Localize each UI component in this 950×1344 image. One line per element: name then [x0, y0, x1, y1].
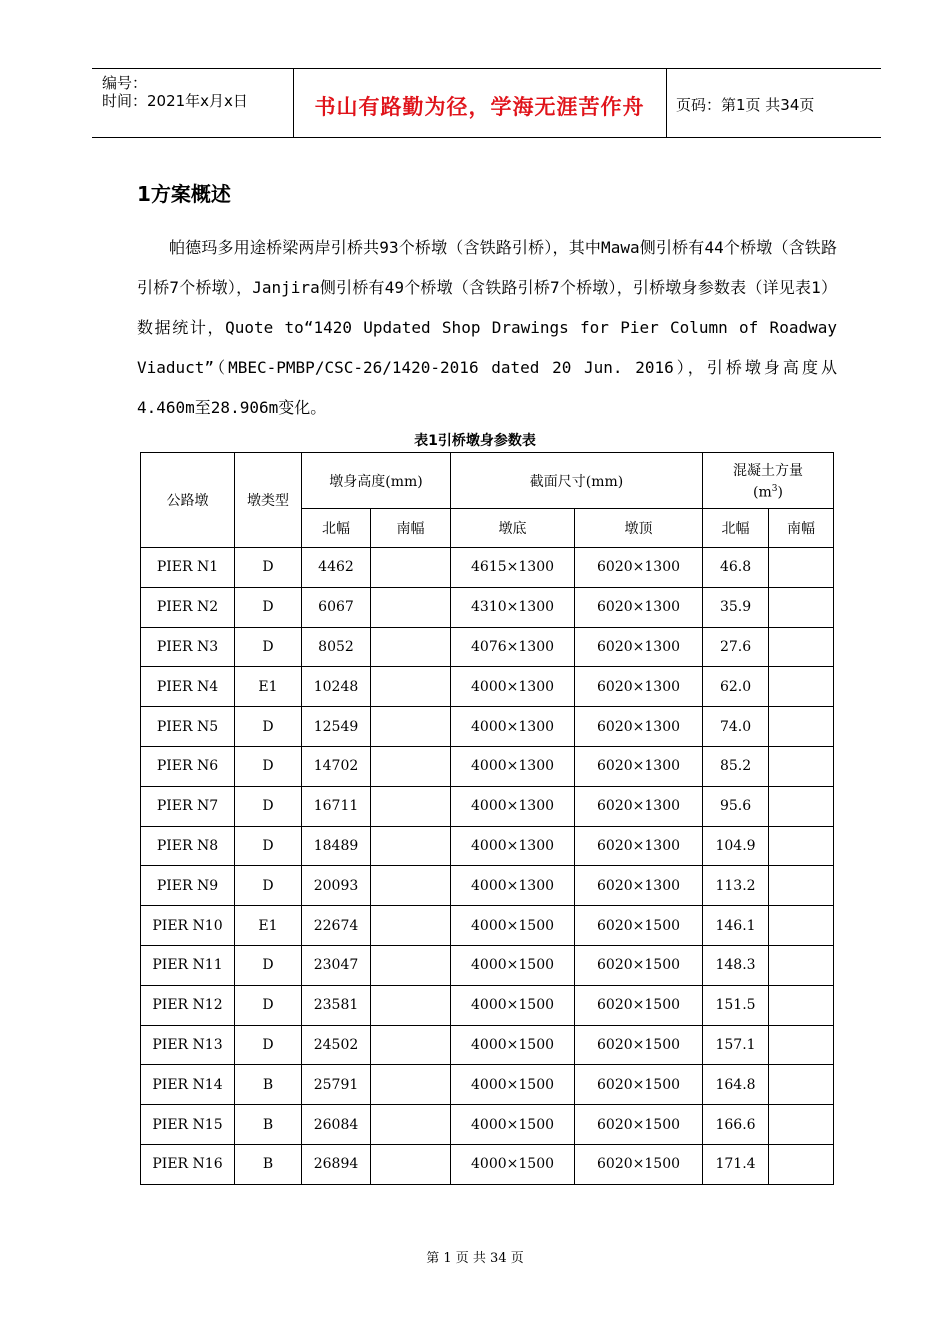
cell-height-north: 14702	[302, 746, 371, 786]
cell-height-north: 24502	[302, 1025, 371, 1065]
cell-height-south	[371, 985, 451, 1025]
cell-height-north: 16711	[302, 786, 371, 826]
cell-top: 6020×1300	[575, 667, 703, 707]
cell-bottom: 4000×1500	[451, 985, 575, 1025]
cell-pier: PIER N3	[141, 627, 235, 667]
cell-height-south	[371, 1105, 451, 1145]
cell-pier: PIER N8	[141, 826, 235, 866]
table-row	[141, 1025, 834, 1065]
cell-volume-north: 85.2	[703, 746, 769, 786]
cell-volume-north: 171.4	[703, 1144, 769, 1184]
table-row	[141, 587, 834, 627]
header-page-cell	[666, 69, 881, 137]
cell-pier: PIER N6	[141, 746, 235, 786]
table-row	[141, 1144, 834, 1184]
table-row	[141, 667, 834, 707]
cell-bottom: 4000×1300	[451, 746, 575, 786]
table-row	[141, 906, 834, 946]
cell-pier: PIER N1	[141, 548, 235, 588]
cell-bottom: 4615×1300	[451, 548, 575, 588]
cell-height-south	[371, 627, 451, 667]
cell-bottom: 4000×1500	[451, 945, 575, 985]
cell-height-north: 18489	[302, 826, 371, 866]
cell-volume-south	[769, 945, 834, 985]
cell-bottom: 4000×1500	[451, 1105, 575, 1145]
cell-type: B	[235, 1065, 302, 1105]
cell-pier: PIER N16	[141, 1144, 235, 1184]
cell-height-north: 22674	[302, 906, 371, 946]
table-row	[141, 985, 834, 1025]
cell-pier: PIER N5	[141, 707, 235, 747]
cell-volume-north: 104.9	[703, 826, 769, 866]
document-time-label: 时间：2021年x月x日	[102, 92, 248, 110]
cell-height-south	[371, 945, 451, 985]
page-footer: 第 1 页 共 34 页	[426, 1251, 524, 1266]
cell-height-south	[371, 786, 451, 826]
section-heading: 1方案概述	[137, 182, 231, 206]
cell-type: D	[235, 866, 302, 906]
document-header	[92, 68, 881, 138]
cell-bottom: 4000×1300	[451, 707, 575, 747]
cell-volume-south	[769, 1105, 834, 1145]
cell-bottom: 4000×1500	[451, 906, 575, 946]
cell-volume-north: 35.9	[703, 587, 769, 627]
cell-top: 6020×1300	[575, 866, 703, 906]
cell-pier: PIER N15	[141, 1105, 235, 1145]
cell-pier: PIER N13	[141, 1025, 235, 1065]
cell-volume-north: 27.6	[703, 627, 769, 667]
cell-height-north: 26084	[302, 1105, 371, 1145]
cell-volume-south	[769, 985, 834, 1025]
cell-height-north: 6067	[302, 587, 371, 627]
header-height-south: 南幅	[371, 509, 451, 548]
cell-pier: PIER N7	[141, 786, 235, 826]
cell-top: 6020×1500	[575, 1105, 703, 1145]
header-pier-type: 墩类型	[235, 453, 302, 548]
cell-type: B	[235, 1144, 302, 1184]
cell-bottom: 4000×1300	[451, 866, 575, 906]
cell-height-south	[371, 906, 451, 946]
cell-height-north: 8052	[302, 627, 371, 667]
cell-volume-south	[769, 746, 834, 786]
cell-type: D	[235, 746, 302, 786]
table-row	[141, 746, 834, 786]
cell-top: 6020×1500	[575, 985, 703, 1025]
cell-height-north: 26894	[302, 1144, 371, 1184]
header-section-top: 墩顶	[575, 509, 703, 548]
cell-volume-south	[769, 707, 834, 747]
cell-volume-south	[769, 906, 834, 946]
cell-volume-north: 151.5	[703, 985, 769, 1025]
cell-bottom: 4000×1300	[451, 786, 575, 826]
unit-end: )	[777, 484, 783, 501]
table-row	[141, 1105, 834, 1145]
cell-height-south	[371, 587, 451, 627]
cell-volume-north: 146.1	[703, 906, 769, 946]
header-pier-height: 墩身高度(mm)	[302, 453, 451, 509]
cell-type: B	[235, 1105, 302, 1145]
cell-type: E1	[235, 667, 302, 707]
cell-volume-north: 166.6	[703, 1105, 769, 1145]
cell-type: D	[235, 945, 302, 985]
cell-pier: PIER N10	[141, 906, 235, 946]
cell-pier: PIER N12	[141, 985, 235, 1025]
cell-height-north: 10248	[302, 667, 371, 707]
cell-height-north: 4462	[302, 548, 371, 588]
cell-pier: PIER N4	[141, 667, 235, 707]
header-road-pier: 公路墩	[141, 453, 235, 548]
header-height-north: 北幅	[302, 509, 371, 548]
cell-height-south	[371, 548, 451, 588]
cell-volume-north: 95.6	[703, 786, 769, 826]
cell-top: 6020×1300	[575, 826, 703, 866]
cell-bottom: 4000×1300	[451, 826, 575, 866]
cell-pier: PIER N2	[141, 587, 235, 627]
cell-top: 6020×1500	[575, 1025, 703, 1065]
cell-volume-south	[769, 548, 834, 588]
cell-volume-north: 148.3	[703, 945, 769, 985]
table-row	[141, 627, 834, 667]
table-row	[141, 548, 834, 588]
cell-pier: PIER N14	[141, 1065, 235, 1105]
cell-top: 6020×1500	[575, 1065, 703, 1105]
cell-volume-south	[769, 786, 834, 826]
table-row	[141, 945, 834, 985]
table-row	[141, 1065, 834, 1105]
cell-type: D	[235, 786, 302, 826]
cell-height-north: 25791	[302, 1065, 371, 1105]
cell-height-south	[371, 826, 451, 866]
cell-height-south	[371, 1144, 451, 1184]
cell-height-south	[371, 746, 451, 786]
cell-type: D	[235, 548, 302, 588]
cell-bottom: 4310×1300	[451, 587, 575, 627]
cell-pier: PIER N9	[141, 866, 235, 906]
cell-volume-north: 46.8	[703, 548, 769, 588]
header-motto: 书山有路勤为径，学海无涯苦作舟	[314, 95, 645, 119]
cell-volume-south	[769, 587, 834, 627]
cell-height-north: 23047	[302, 945, 371, 985]
cell-volume-south	[769, 826, 834, 866]
table-row	[141, 826, 834, 866]
header-concrete-label: 混凝土方量	[733, 463, 804, 480]
cell-bottom: 4000×1500	[451, 1144, 575, 1184]
cell-type: D	[235, 587, 302, 627]
cell-type: D	[235, 985, 302, 1025]
cell-volume-south	[769, 866, 834, 906]
table-caption: 表1引桥墩身参数表	[414, 433, 536, 449]
header-section-bottom: 墩底	[451, 509, 575, 548]
cell-top: 6020×1300	[575, 627, 703, 667]
cell-volume-south	[769, 1025, 834, 1065]
cell-pier: PIER N11	[141, 945, 235, 985]
table-row	[141, 786, 834, 826]
header-concrete-volume	[703, 453, 834, 509]
cell-bottom: 4076×1300	[451, 627, 575, 667]
cell-top: 6020×1500	[575, 945, 703, 985]
header-volume-north: 北幅	[703, 509, 769, 548]
overview-paragraph: 帕德玛多用途桥梁两岸引桥共93个桥墩（含铁路引桥），其中Mawa侧引桥有44个桥墩（含铁路引桥7个桥墩），Janjira侧引桥有49个桥墩（含铁路引桥7个桥墩），引桥墩身参数表（详见表1）数据统计，Quote to“1420 Updated Shop Drawings for Pier Column of Roadway Viaduct”（MBEC-PMBP/CSC-26/1420-2016 dated 20 Jun. 2016），引桥墩身高度从4.460m至28.906m变化。	[137, 238, 837, 417]
cell-height-south	[371, 667, 451, 707]
cell-volume-south	[769, 1065, 834, 1105]
cell-volume-south	[769, 1144, 834, 1184]
header-volume-south: 南幅	[769, 509, 834, 548]
cell-volume-north: 157.1	[703, 1025, 769, 1065]
cell-height-south	[371, 866, 451, 906]
cell-top: 6020×1500	[575, 1144, 703, 1184]
cell-top: 6020×1300	[575, 707, 703, 747]
header-meta-cell	[92, 69, 294, 137]
cell-bottom: 4000×1300	[451, 667, 575, 707]
unit-superscript: 3	[771, 484, 778, 495]
cell-height-north: 20093	[302, 866, 371, 906]
cell-height-south	[371, 707, 451, 747]
cell-height-south	[371, 1025, 451, 1065]
cell-bottom: 4000×1500	[451, 1065, 575, 1105]
cell-top: 6020×1300	[575, 746, 703, 786]
table-row	[141, 866, 834, 906]
pier-parameter-table	[140, 452, 834, 1185]
cell-top: 6020×1300	[575, 786, 703, 826]
cell-top: 6020×1300	[575, 548, 703, 588]
cell-top: 6020×1300	[575, 587, 703, 627]
cell-type: E1	[235, 906, 302, 946]
cell-volume-south	[769, 627, 834, 667]
cell-volume-north: 113.2	[703, 866, 769, 906]
cell-volume-north: 62.0	[703, 667, 769, 707]
cell-bottom: 4000×1500	[451, 1025, 575, 1065]
cell-height-north: 23581	[302, 985, 371, 1025]
cell-height-north: 12549	[302, 707, 371, 747]
header-section-size: 截面尺寸(mm)	[451, 453, 703, 509]
table-row	[141, 707, 834, 747]
header-concrete-unit	[703, 484, 833, 501]
cell-volume-north: 74.0	[703, 707, 769, 747]
cell-type: D	[235, 627, 302, 667]
cell-height-south	[371, 1065, 451, 1105]
cell-type: D	[235, 826, 302, 866]
header-page-number: 页码：第1页 共34页	[676, 96, 815, 114]
cell-volume-north: 164.8	[703, 1065, 769, 1105]
unit-base: (m	[753, 484, 772, 501]
cell-volume-south	[769, 667, 834, 707]
cell-type: D	[235, 1025, 302, 1065]
header-motto-cell	[293, 69, 667, 137]
cell-top: 6020×1500	[575, 906, 703, 946]
document-number-label: 编号：	[102, 74, 148, 92]
cell-type: D	[235, 707, 302, 747]
